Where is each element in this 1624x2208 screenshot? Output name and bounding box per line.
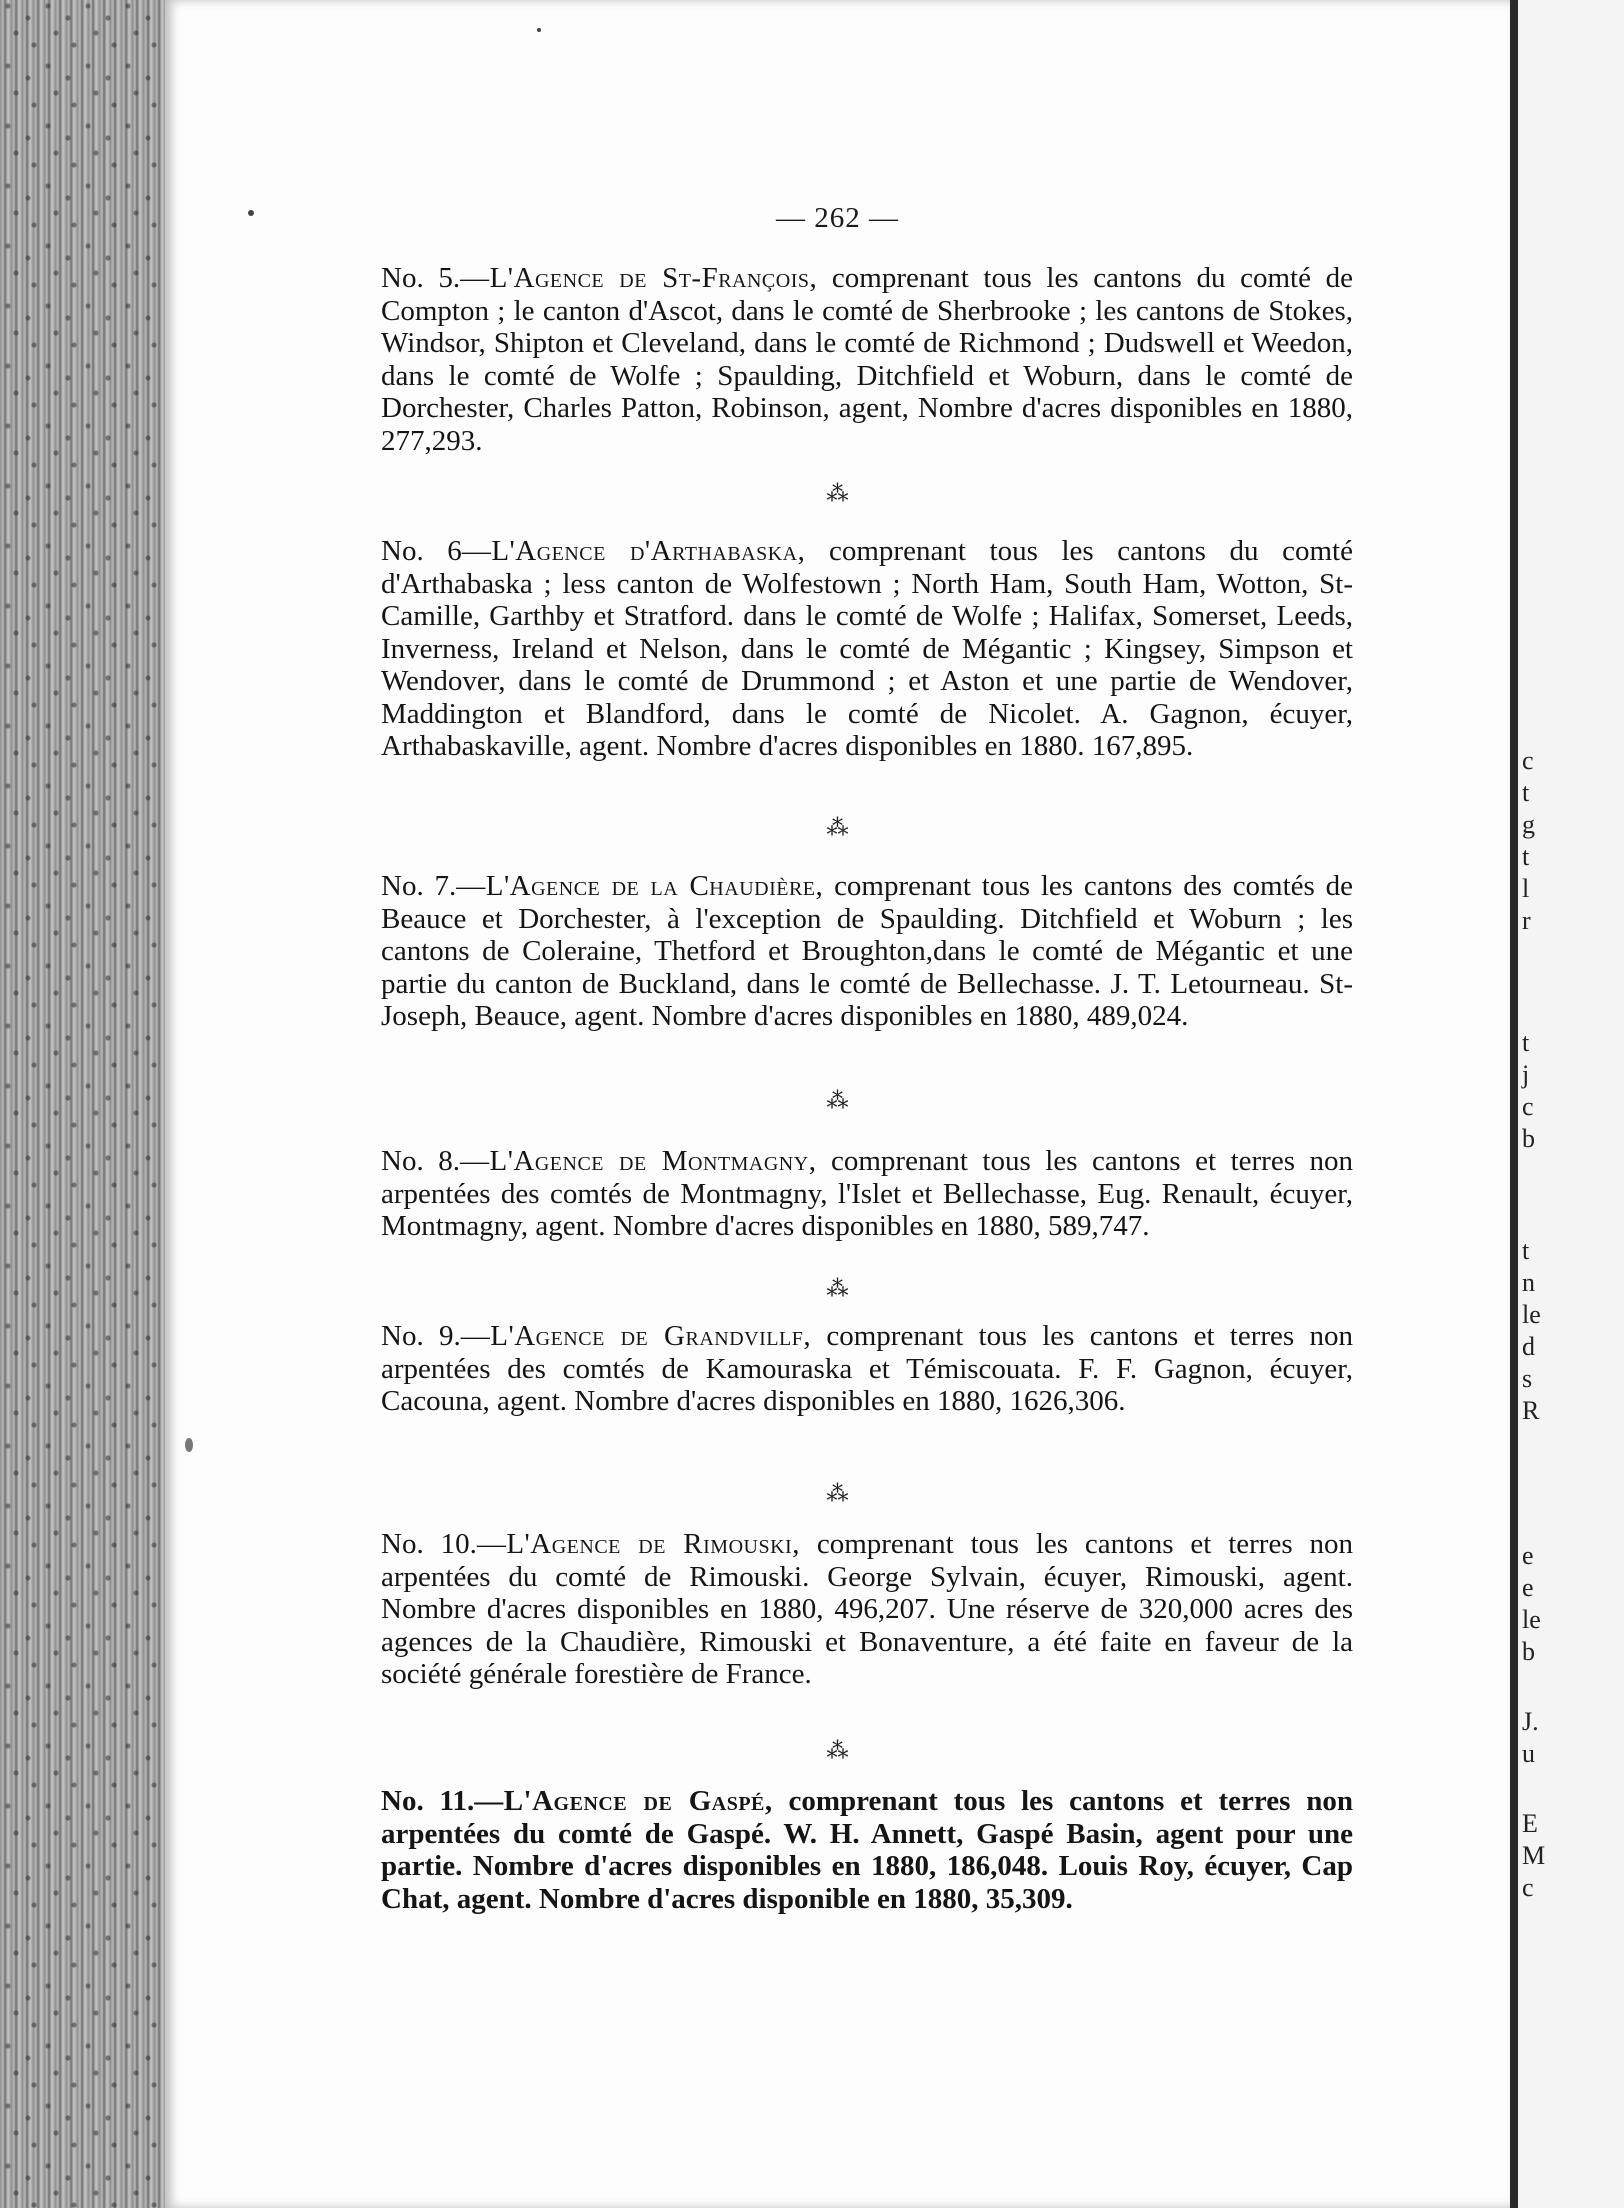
print-speck bbox=[185, 1438, 193, 1452]
page-number: — 262 — bbox=[776, 202, 899, 234]
adjacent-text-fragment: j bbox=[1522, 1060, 1530, 1089]
asterism-separator: ⁂ bbox=[826, 481, 849, 506]
adjacent-text-fragment: c bbox=[1522, 1873, 1534, 1902]
adjacent-text-fragment: b bbox=[1522, 1124, 1535, 1153]
adjacent-text-fragment: E bbox=[1522, 1809, 1538, 1838]
agency-name: —L'Agence de Rimouski, bbox=[476, 1528, 800, 1560]
adjacent-text-fragment: s bbox=[1522, 1364, 1533, 1393]
asterism-separator: ⁂ bbox=[826, 1088, 849, 1113]
entry-text: comprenant tous les cantons du comté d'Arthabaska ; less canton de Wolfestown ; North Ham, South Ham, Wotton, St-Camille, Garthby et Stratford. dans le comté de Wolfe ; Halifax, Somerset, Leeds, Inverness, Ireland et Nelson, dans le comté de Mégantic ; Kingsey, Simpson et Wendover, dans le comté de Drummond ; et Aston et une partie de Wendover, Maddington et Blandford, dans le comté de Nicolet. A. Gagnon, écuyer, Arthabaskaville, agent. Nombre d'acres disponibles en 1880. 167,895. bbox=[381, 535, 1353, 762]
adjacent-text-fragment: g bbox=[1522, 810, 1535, 839]
adjacent-text-fragment: b bbox=[1522, 1637, 1535, 1666]
adjacent-text-fragment: e bbox=[1522, 1541, 1534, 1570]
adjacent-text-fragment: r bbox=[1522, 906, 1531, 935]
agency-name: —L'Agence d'Arthabaska, bbox=[461, 535, 806, 567]
entry-no-6 bbox=[381, 535, 1353, 763]
entry-number: No. 7. bbox=[381, 870, 457, 902]
adjacent-text-fragment: e bbox=[1522, 1573, 1534, 1602]
print-speck bbox=[537, 28, 541, 32]
entry-no-9 bbox=[381, 1320, 1353, 1418]
entry-text: comprenant tous les cantons et terres non arpentées des comtés de Kamouraska et Témiscouata. F. F. Gagnon, écuyer, Cacouna, agent. Nombre d'acres disponibles en 1880, 1626,306. bbox=[381, 1320, 1354, 1417]
adjacent-text-fragment: t bbox=[1522, 1236, 1530, 1265]
adjacent-page-edge bbox=[1518, 0, 1624, 2208]
print-speck bbox=[248, 210, 254, 216]
entry-text: comprenant tous les cantons et terres non arpentées du comté de Rimouski. George Sylvain, écuyer, Rimouski, agent. Nombre d'acres disponibles en 1880, 496,207. Une réserve de 320,000 acres des agences de la Chaudière, Rimouski et Bonaventure, a été faite en faveur de la société générale forestière de France. bbox=[381, 1528, 1353, 1690]
entry-text: comprenant tous les cantons et terres non arpentées des comtés de Montmagny, l'Islet et Bellechasse, Eug. Renault, écuyer, Montmagny, agent. Nombre d'acres disponibles en 1880, 589,747. bbox=[381, 1145, 1354, 1242]
book-gutter bbox=[1510, 0, 1518, 2208]
adjacent-text-fragment: J. bbox=[1522, 1707, 1539, 1736]
adjacent-text-fragment: n bbox=[1522, 1268, 1535, 1297]
book-page-edge bbox=[0, 0, 165, 2208]
asterism-separator: ⁂ bbox=[826, 1481, 849, 1506]
entry-text: comprenant tous les cantons et terres non arpentées du comté de Gaspé. W. H. Annett, Gaspé Basin, agent pour une partie. Nombre d'acres disponibles en 1880, 186,048. Louis Roy, écuyer, Cap Chat, agent. Nombre d'acres disponible en 1880, 35,309. bbox=[381, 1785, 1354, 1915]
asterism-separator: ⁂ bbox=[826, 815, 849, 840]
entry-no-10 bbox=[381, 1528, 1353, 1691]
entry-no-5 bbox=[381, 262, 1353, 457]
entry-number: No. 6 bbox=[381, 535, 462, 567]
adjacent-text-fragment: M bbox=[1522, 1841, 1546, 1870]
document-page bbox=[165, 0, 1510, 2208]
adjacent-text-fragment: c bbox=[1522, 1092, 1534, 1121]
entry-text: comprenant tous les cantons du comté de Compton ; le canton d'Ascot, dans le comté de Sherbrooke ; les cantons de Stokes, Windsor, Shipton et Cleveland, dans le comté de Richmond ; Dudswell et Weedon, dans le comté de Wolfe ; Spaulding, Ditchfield et Woburn, dans le comté de Dorchester, Charles Patton, Robinson, agent, Nombre d'acres disponibles en 1880, 277,293. bbox=[381, 262, 1353, 457]
adjacent-text-fragment: le bbox=[1522, 1300, 1541, 1329]
agency-name: —L'Agence de la Chaudière, bbox=[456, 870, 824, 902]
adjacent-text-fragment: t bbox=[1522, 842, 1530, 871]
adjacent-text-fragment: t bbox=[1522, 778, 1530, 807]
entry-no-11 bbox=[381, 1785, 1353, 1915]
entry-number: No. 8. bbox=[381, 1145, 460, 1177]
agency-name: —L'Agence de Montmagny, bbox=[459, 1145, 817, 1177]
asterism-separator: ⁂ bbox=[826, 1738, 849, 1763]
adjacent-text-fragment: c bbox=[1522, 746, 1534, 775]
adjacent-text-fragment: le bbox=[1522, 1605, 1541, 1634]
entry-text: comprenant tous les cantons des comtés de Beauce et Dorchester, à l'exception de Spaulding. Ditchfield et Woburn ; les cantons de Coleraine, Thetford et Broughton,dans le comté de Mégantic et une partie du canton de Buckland, dans le comté de Bellechasse. J. T. Letourneau. St-Joseph, Beauce, agent. Nombre d'acres disponibles en 1880, 489,024. bbox=[381, 870, 1353, 1032]
entry-number: No. 11. bbox=[381, 1785, 475, 1817]
asterism-separator: ⁂ bbox=[826, 1276, 849, 1301]
entry-no-8 bbox=[381, 1145, 1353, 1243]
entry-number: No. 5. bbox=[381, 262, 461, 294]
agency-name: —L'Agence de Grandvillf, bbox=[460, 1320, 812, 1352]
adjacent-text-fragment: l bbox=[1522, 874, 1530, 903]
entry-number: No. 9. bbox=[381, 1320, 461, 1352]
agency-name: —L'Agence de St-François, bbox=[460, 262, 818, 294]
adjacent-text-fragment: t bbox=[1522, 1028, 1530, 1057]
adjacent-text-fragment: R bbox=[1522, 1396, 1540, 1425]
adjacent-text-fragment: u bbox=[1522, 1739, 1535, 1768]
entry-number: No. 10. bbox=[381, 1528, 477, 1560]
entry-no-7 bbox=[381, 870, 1353, 1033]
agency-name: —L'Agence de Gaspé, bbox=[474, 1785, 773, 1817]
adjacent-text-fragment: d bbox=[1522, 1332, 1535, 1361]
